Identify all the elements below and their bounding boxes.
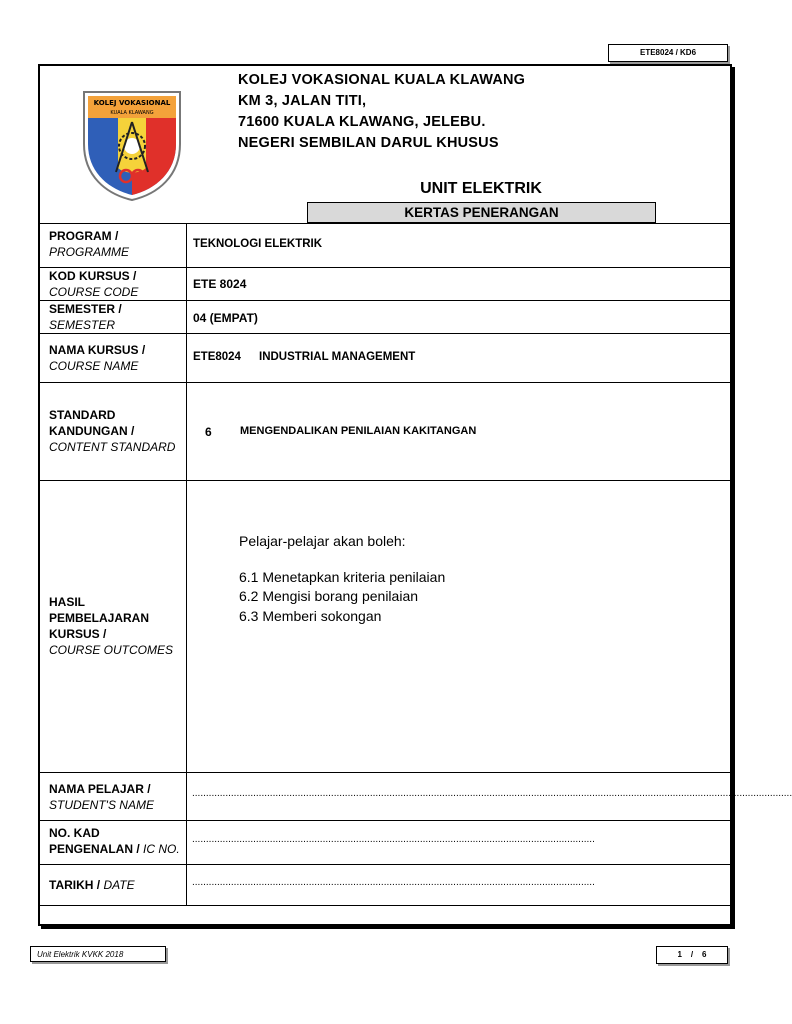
table-divider [40,382,730,383]
table-divider [40,905,730,906]
document-type-banner: KERTAS PENERANGAN [307,202,656,223]
table-divider [40,223,730,224]
outcomes-intro: Pelajar-pelajar akan boleh: [239,533,406,549]
page-number [656,946,728,964]
total-pages: 6 [702,950,707,959]
content-standard-value: MENGENDALIKAN PENILAIAN KAKITANGAN [240,425,477,437]
outcome-item: 6.1 Menetapkan kriteria penilaian [239,569,446,585]
course-name-value: INDUSTRIAL MANAGEMENT [259,351,416,363]
content-standard-label: STANDARD KANDUNGAN / CONTENT STANDARD [49,408,176,454]
ic-number-field[interactable]: ................................................................................................................................................. [192,834,595,845]
course-code-label: KOD KURSUS / COURSE CODE [49,269,139,299]
table-divider [40,333,730,334]
table-divider [40,772,730,773]
college-crest-logo [80,88,184,202]
current-page: 1 [677,950,682,959]
svg-text:KOLEJ VOKASIONAL: KOLEJ VOKASIONAL [93,99,171,107]
course-outcomes-label: HASIL PEMBELAJARAN KURSUS / COURSE OUTCOMES [49,595,174,657]
table-divider [40,480,730,481]
semester-label: SEMESTER / SEMESTER [49,302,122,332]
table-column-divider [186,224,187,906]
semester-value: 04 (EMPAT) [193,311,258,325]
college-name: KOLEJ VOKASIONAL KUALA KLAWANG [238,72,526,88]
course-name-label: NAMA KURSUS / COURSE NAME [49,343,146,373]
course-name-code: ETE8024 [193,351,241,363]
outcome-item: 6.3 Memberi sokongan [239,608,382,624]
program-value: TEKNOLOGI ELEKTRIK [193,238,323,250]
outcome-item: 6.2 Mengisi borang penilaian [239,588,419,604]
ic-number-label: NO. KAD PENGENALAN / IC NO. [49,826,180,856]
table-divider [40,864,730,865]
content-standard-number: 6 [205,425,212,439]
student-name-label: NAMA PELAJAR / STUDENT'S NAME [49,782,154,812]
table-divider [40,820,730,821]
address-line-1: KM 3, JALAN TITI, [238,93,367,109]
svg-text:KUALA KLAWANG: KUALA KLAWANG [110,110,154,116]
program-label: PROGRAM / PROGRAMME [49,229,130,259]
course-code-value: ETE 8024 [193,277,247,291]
date-label: TARIKH / DATE [49,878,135,892]
student-name-field[interactable]: ........................................................................................................................................................................................................................ [192,788,792,799]
college-address [238,70,525,154]
date-field[interactable]: ................................................................................................................................................. [192,877,595,888]
unit-title: UNIT ELEKTRIK [420,180,542,197]
document-reference-code: ETE8024 / KD6 [608,44,728,62]
page-separator: / [690,950,694,959]
address-line-2: 71600 KUALA KLAWANG, JELEBU. [238,114,486,130]
address-state: NEGERI SEMBILAN DARUL KHUSUS [238,135,499,151]
footer-unit-label: Unit Elektrik KVKK 2018 [30,946,166,962]
